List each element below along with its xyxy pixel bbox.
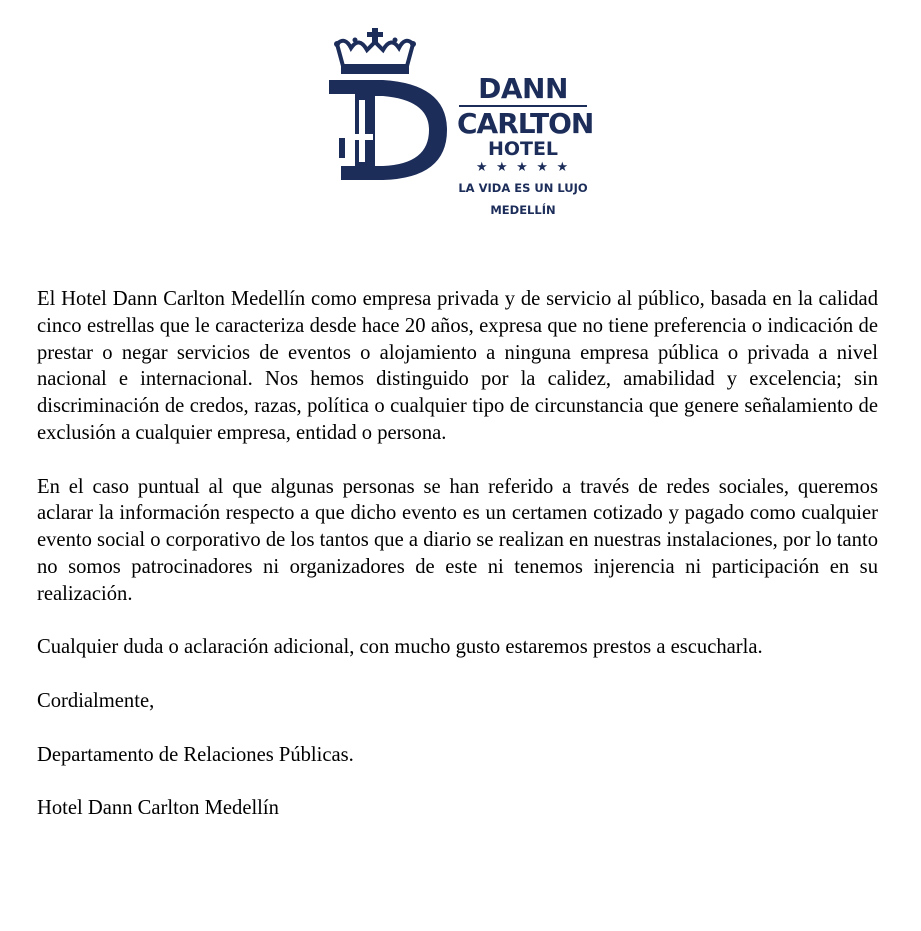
letter-paragraph-2: En el caso puntual al que algunas personas se han referido a través de redes sociales, queremos aclarar la información respecto a que dicho evento es un certamen cotizado y pagado como cualquier evento social o corporativo de los tantos que a diario se realizan en nuestras instalaciones, por lo tanto no somos patrocinadores ni organizadores de este ni tenemos injerencia ni participación en su realización. — [37, 475, 878, 605]
logo-stars: ★ ★ ★ ★ ★ — [475, 160, 571, 175]
logo-tagline: LA VIDA ES UN LUJO — [458, 181, 588, 195]
letter-paragraph-3: Cualquier duda o aclaración adicional, con mucho gusto estaremos prestos a escucharla. — [37, 636, 763, 659]
letter-closing: Cordialmente, — [37, 689, 155, 712]
letter-signature: Hotel Dann Carlton Medellín — [37, 797, 279, 820]
letter-paragraph-1: El Hotel Dann Carlton Medellín como empresa privada y de servicio al público, basada en la calidad cinco estrellas que le caracteriza desde hace 20 años, expresa que no tiene preferencia o indicación de prestar o negar servicios de eventos o alojamiento a ninguna empresa pública o privada a nivel nacional e internacional. Nos hemos distinguido por la calidez, amabilidad y excelencia; sin discriminación de credos, razas, política o cualquier tipo de circunstancia que genere señalamiento de exclusión a cualquier empresa, entidad o persona. — [37, 288, 878, 444]
logo-wordmark — [457, 72, 594, 219]
letter-department: Departamento de Relaciones Públicas. — [37, 743, 354, 766]
logo-line-dann: DANN — [478, 72, 568, 105]
letter-body — [37, 286, 878, 849]
hotel-logo — [325, 26, 595, 231]
logo-line-hotel: HOTEL — [487, 138, 559, 160]
logo-city: MEDELLÍN — [490, 203, 556, 217]
logo-line-carlton: CARLTON — [457, 107, 594, 140]
